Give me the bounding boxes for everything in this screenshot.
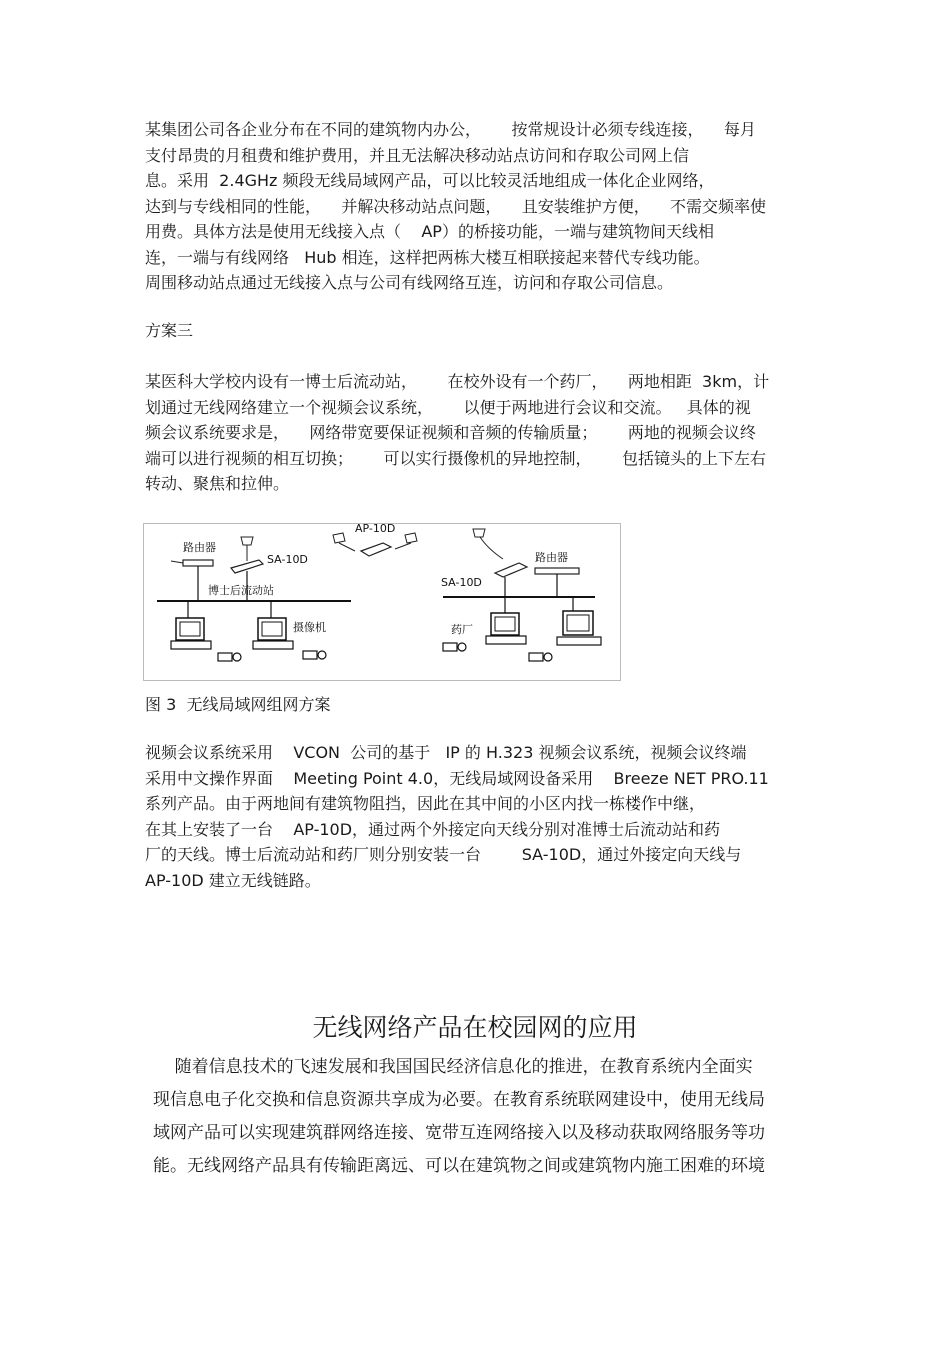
text-line: 息。采用 2.4GHz 频段无线局域网产品，可以比较灵活地组成一体化企业网络， [145,171,715,190]
text-line: 某医科大学校内设有一博士后流动站， 在校外设有一个药厂， 两地相距 3km，计 [145,372,770,391]
text-line: 现信息电子化交换和信息资源共享成为必要。在教育系统联网建设中，使用无线局 [153,1090,765,1110]
camera-icon [529,653,552,661]
paragraph-campus-network [153,1051,813,1183]
section-title: 无线网络产品在校园网的应用 [312,1013,638,1042]
ap-top-label: AP-10D [355,523,396,535]
text-line: 转动、聚焦和拉伸。 [145,474,290,493]
paragraph-videoconference-system [145,740,810,893]
text-line: 域网产品可以实现建筑群网络连接、宽带互连网络接入以及移动获取网络服务等功 [153,1123,765,1143]
text-line: 达到与专线相同的性能， 并解决移动站点问题， 且安装维护方便， 不需交频率使 [145,196,767,216]
camera-label: 摄像机 [293,621,326,634]
text-line: 连，一端与有线网络 Hub 相连，这样把两栋大楼互相联接起来替代专线功能。 [145,247,710,267]
text-line: 支付昂贵的月租费和维护费用，并且无法解决移动站点访问和存取公司网上信 [145,145,690,165]
text-line: 划通过无线网络建立一个视频会议系统， 以便于两地进行会议和交流。 具体的视 [145,397,751,417]
scheme3-heading: 方案三 [145,321,194,340]
factory-label: 药厂 [451,623,473,636]
text-line: 厂的天线。博士后流动站和药厂则分别安装一台 SA-10D，通过外接定向天线与 [145,845,742,864]
figure-caption: 图 3 无线局域网组网方案 [145,695,331,714]
postdoc-label: 博士后流动站 [208,584,274,597]
text-line: 能。无线网络产品具有传输距离远、可以在建筑物之间或建筑物内施工困难的环境 [153,1156,765,1176]
text-line: 在其上安装了一台 AP-10D，通过两个外接定向天线分别对准博士后流动站和药 [145,819,721,839]
text-line: 频会议系统要求是， 网络带宽要保证视频和音频的传输质量； 两地的视频会议终 [145,423,756,442]
paragraph-scheme2-description [145,117,810,296]
router-left-label: 路由器 [183,541,216,554]
text-line: 采用中文操作界面 Meeting Point 4.0，无线局域网设备采用 Breeze NET PRO.11 [145,768,769,788]
text-line: 用费。具体方法是使用无线接入点（ AP）的桥接功能，一端与建筑物间天线相 [145,222,714,241]
sa-right-label: SA-10D [441,576,482,589]
camera-icon [218,653,241,661]
router-right-label: 路由器 [535,551,568,564]
paragraph-scheme3-description [145,369,810,497]
text-line: 某集团公司各企业分布在不同的建筑物内办公， 按常规设计必须专线连接， 每月 [145,120,756,139]
text-line: 随着信息技术的飞速发展和我国国民经济信息化的推进，在教育系统内全面实 [153,1057,753,1077]
text-line: 周围移动站点通过无线接入点与公司有线网络互连，访问和存取公司信息。 [145,273,674,292]
text-line: AP-10D 建立无线链路。 [145,870,321,890]
camera-icon [303,651,326,659]
text-line: 系列产品。由于两地间有建筑物阻挡，因此在其中间的小区内找一栋楼作中继， [145,794,706,813]
network-diagram [143,523,621,681]
camera-icon [443,643,466,651]
text-line: 视频会议系统采用 VCON 公司的基于 IP 的 H.323 视频会议系统，视频会议终端 [145,743,747,762]
router-right-icon [535,568,579,574]
sa-left-label: SA-10D [267,553,308,566]
text-line: 端可以进行视频的相互切换； 可以实行摄像机的异地控制， 包括镜头的上下左右 [145,448,767,468]
